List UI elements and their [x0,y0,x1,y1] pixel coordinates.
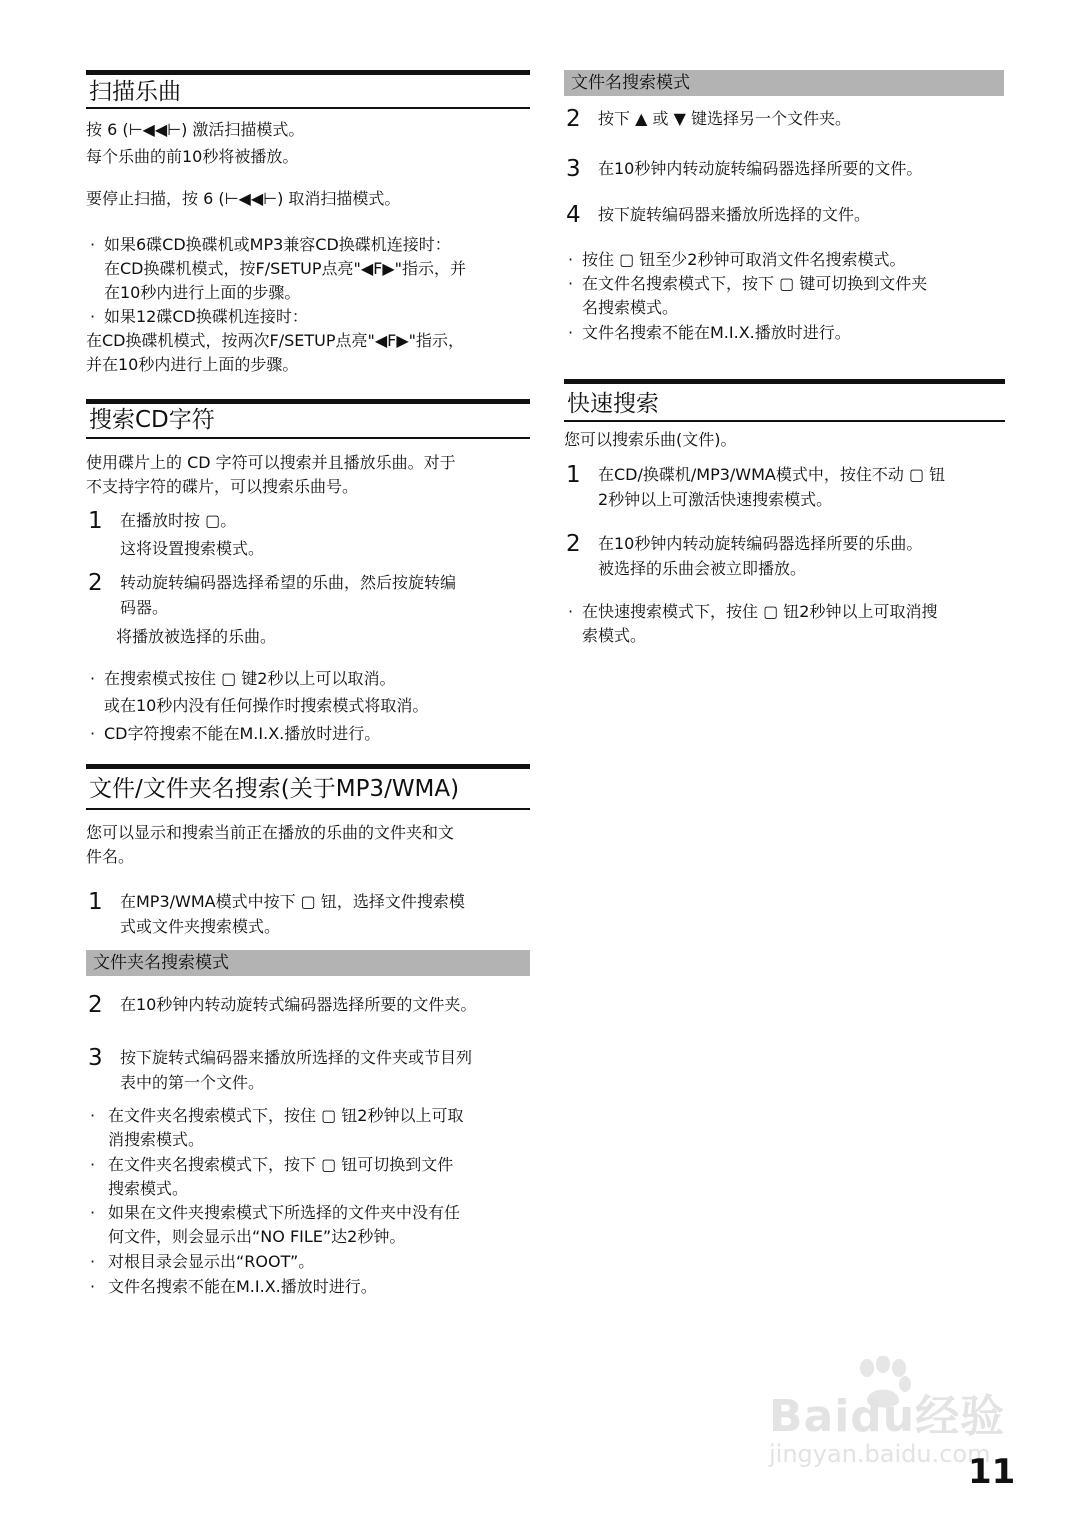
cdtext-note-text: 或在10秒内没有任何操作时搜索模式将取消。 [104,696,429,715]
folder-note-text: 消搜索模式。 [108,1130,205,1149]
folder-step-3 [86,1046,530,1070]
step-text: 2秒钟以上可激活快速搜索模式。 [598,490,833,509]
cdtext-intro: 使用碟片上的 CD 字符可以搜索并且播放乐曲。对于 [86,453,456,472]
section-rule-thick [564,379,1005,384]
watermark-logo: Baidu经验 [769,1391,1006,1442]
folder-subheading: 文件夹名搜索模式 [86,950,530,976]
step-text: 在10秒钟内转动旋转式编码器选择所要的文件夹。 [120,995,477,1014]
step-text: 码器。 [120,598,169,617]
scan-note-text: 并在10秒内进行上面的步骤。 [86,355,299,374]
folder-intro: 您可以显示和搜索当前正在播放的乐曲的文件夹和文 [86,823,455,842]
step-text: 在10秒钟内转动旋转编码器选择所要的乐曲。 [598,534,923,553]
folder-note: · 对根目录会显示出“ROOT”。 [90,1252,315,1271]
quick-note-text: 索模式。 [582,626,647,645]
quick-note: · 在快速搜索模式下，按住 ▢ 钮2秒钟以上可取消搜 [568,602,938,621]
filename-step-4 [564,203,1010,227]
step-number: 1 [566,462,581,488]
filename-note: · 按住 ▢ 钮至少2秒钟可取消文件名搜索模式。 [568,250,906,269]
step-text: 在10秒钟内转动旋转编码器选择所要的文件。 [598,159,923,178]
step-number: 1 [88,889,103,915]
folder-note: · 在文件夹名搜索模式下，按住 ▢ 钮2秒钟以上可取 [90,1106,464,1125]
step-number: 1 [88,508,103,534]
scan-note-text: 在CD换碟机模式，按F/SETUP点亮"◀F▶"指示，并 [104,259,467,278]
step-text: 式或文件夹搜索模式。 [120,917,281,936]
quick-step-1 [564,463,1010,487]
filename-note: · 文件名搜索不能在M.I.X.播放时进行。 [568,323,851,342]
scan-note-text: 在CD换碟机模式，按两次F/SETUP点亮"◀F▶"指示， [86,331,465,350]
scan-line-3: 要停止扫描，按 6 (⊢◀◀⊢) 取消扫描模式。 [86,189,401,208]
step-number: 3 [88,1045,103,1071]
step-text: 按下 ▲ 或 ▼ 键选择另一个文件夹。 [598,109,851,128]
step-number: 4 [566,202,581,228]
folder-note-text: 搜索模式。 [108,1179,189,1198]
step-text: 按下旋转式编码器来播放所选择的文件夹或节目列 [120,1048,473,1067]
step-number: 2 [88,992,103,1018]
step-text: 在播放时按 ▢。 [120,511,237,530]
section-rule-thin [86,107,530,109]
watermark-url: jingyan.baidu.com [769,1440,991,1468]
filename-subheading: 文件名搜索模式 [564,70,1004,96]
filename-note: · 在文件名搜索模式下，按下 ▢ 键可切换到文件夹 [568,274,928,293]
folder-step-1 [86,890,530,914]
step-text: 转动旋转编码器选择希望的乐曲，然后按旋转编 [120,573,457,592]
page-number: 11 [968,1452,1016,1492]
section-rule-thin [86,808,530,810]
step-number: 3 [566,156,581,182]
folder-intro: 件名。 [86,847,135,866]
folder-note: · 文件名搜索不能在M.I.X.播放时进行。 [90,1277,377,1296]
cdtext-note: · CD字符搜索不能在M.I.X.播放时进行。 [90,724,381,743]
filename-step-2 [564,107,1010,131]
filename-step-3 [564,157,1010,181]
step-number: 2 [88,570,103,596]
folder-note: · 在文件夹名搜索模式下，按下 ▢ 钮可切换到文件 [90,1155,454,1174]
step-text: 被选择的乐曲会被立即播放。 [598,559,807,578]
scan-line-1: 按 6 (⊢◀◀⊢) 激活扫描模式。 [86,120,305,139]
section-rule-thick [86,764,530,769]
quick-heading: 快速搜索 [567,391,659,417]
scan-note: · 如果12碟CD换碟机连接时： [90,307,308,326]
cdtext-note: · 在搜索模式按住 ▢ 键2秒以上可以取消。 [90,669,396,688]
section-rule-thin [86,437,530,439]
step-text: 按下旋转编码器来播放所选择的文件。 [598,205,871,224]
section-rule-thick [86,70,530,75]
step-text: 在CD/换碟机/MP3/WMA模式中，按住不动 ▢ 钮 [598,465,946,484]
scan-heading: 扫描乐曲 [89,79,181,105]
step-number: 2 [566,106,581,132]
folder-step-2 [86,993,530,1017]
step-text: 将播放被选择的乐曲。 [116,627,277,646]
filename-note-text: 名搜索模式。 [582,298,679,317]
folder-note: · 如果在文件夹搜索模式下所选择的文件夹中没有任 [90,1203,461,1222]
quick-intro: 您可以搜索乐曲(文件)。 [564,430,737,449]
step-text: 这将设置搜索模式。 [120,539,265,558]
quick-step-2 [564,532,1010,556]
scan-note-text: 在10秒内进行上面的步骤。 [104,283,301,302]
cdtext-heading: 搜索CD字符 [89,407,215,433]
folder-heading: 文件/文件夹名搜索(关于MP3/WMA) [89,776,460,802]
cdtext-intro: 不支持字符的碟片，可以搜索乐曲号。 [86,477,359,496]
section-rule-thick [86,399,530,404]
cdtext-step-2 [86,571,530,595]
step-text: 表中的第一个文件。 [120,1073,265,1092]
step-number: 2 [566,531,581,557]
scan-line-2: 每个乐曲的前10秒将被播放。 [86,147,299,166]
scan-note: · 如果6碟CD换碟机或MP3兼容CD换碟机连接时： [90,235,451,254]
cdtext-step-1 [86,509,530,533]
section-rule-thin [564,420,1005,422]
folder-note-text: 何文件，则会显示出“NO FILE”达2秒钟。 [108,1227,406,1246]
step-text: 在MP3/WMA模式中按下 ▢ 钮，选择文件搜索模 [120,892,465,911]
